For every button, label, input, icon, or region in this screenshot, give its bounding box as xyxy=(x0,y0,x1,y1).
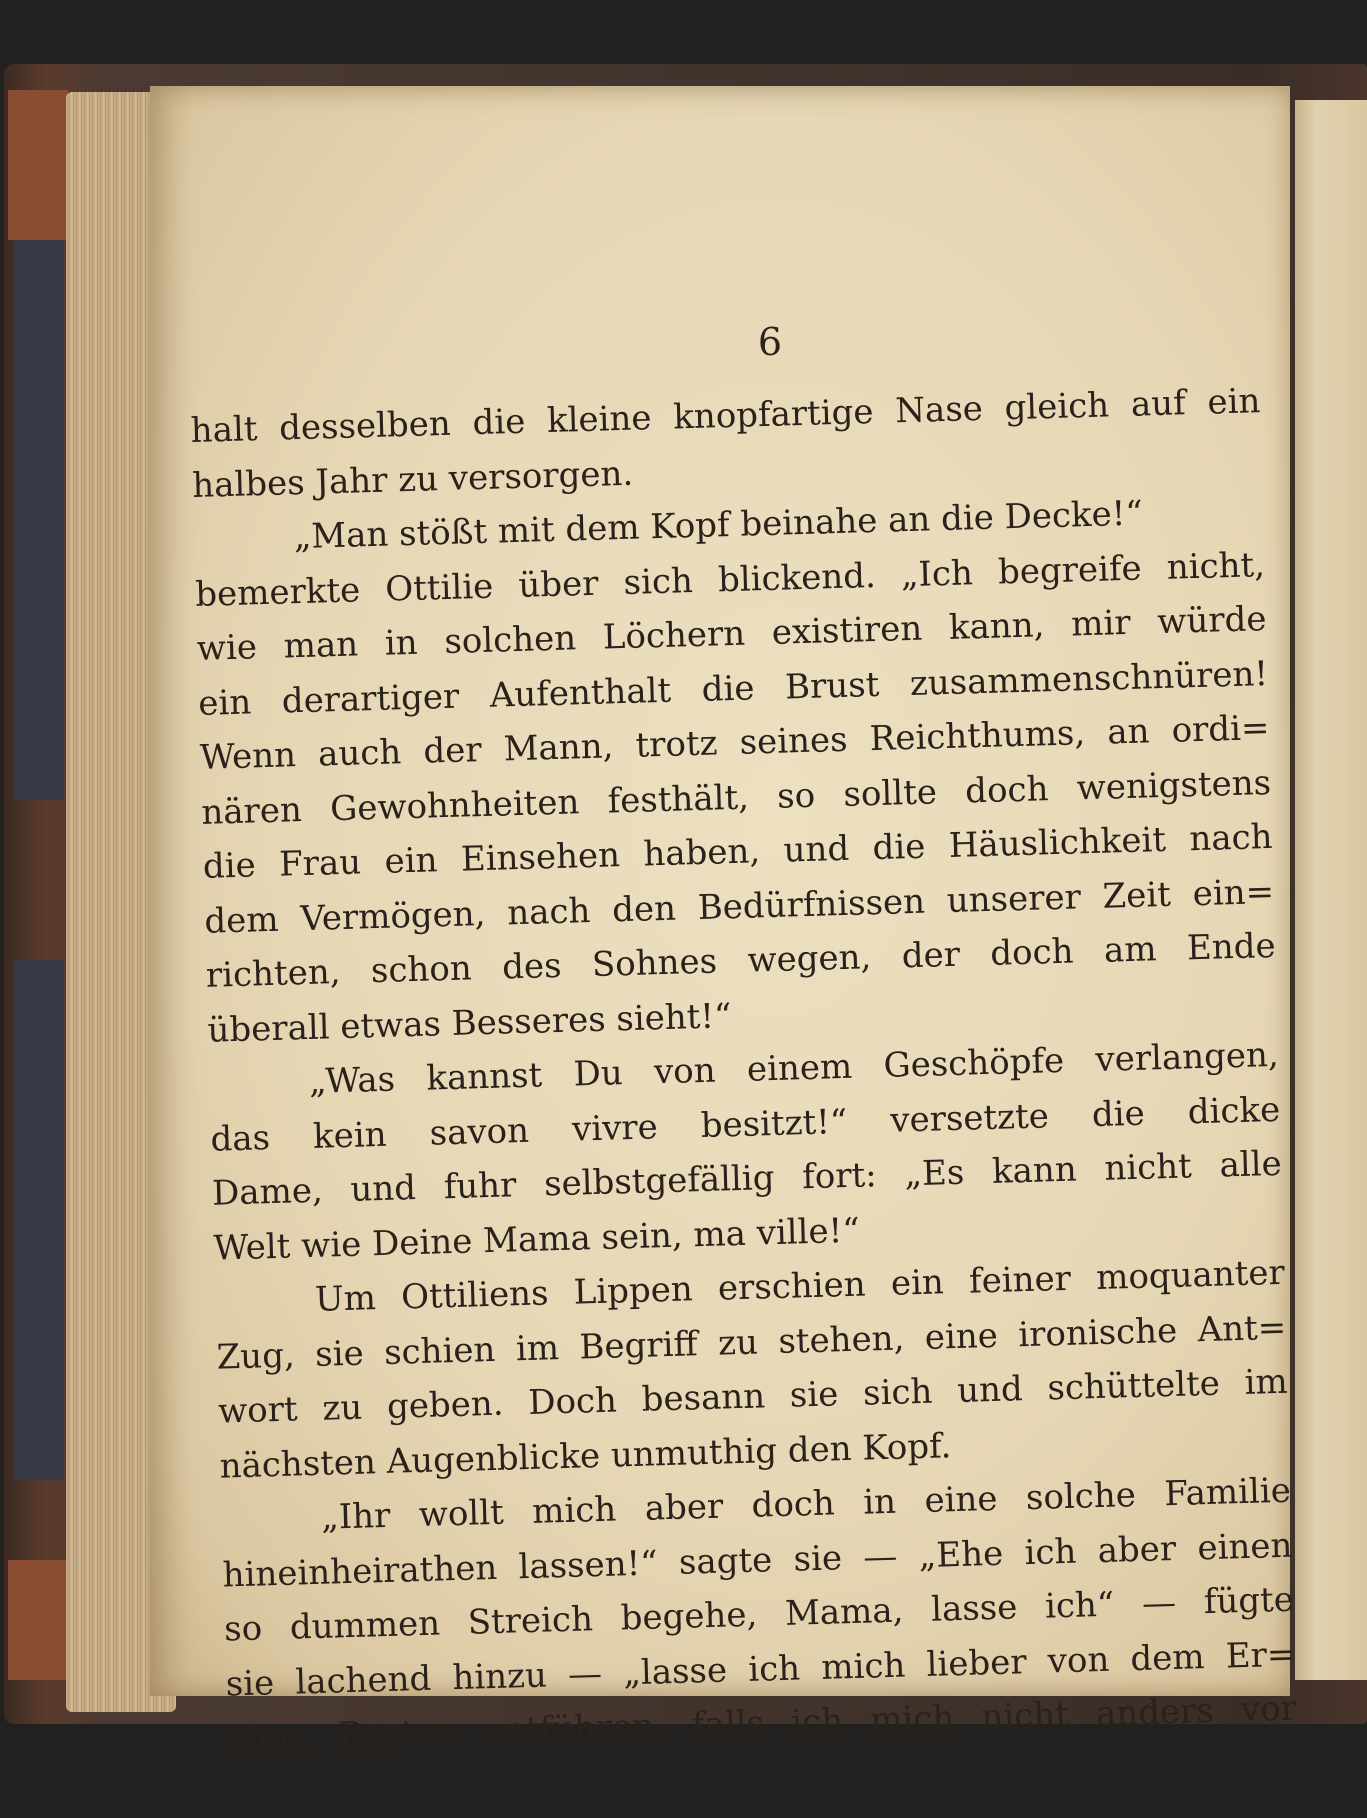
text-line: so dummen Streich begehe, Mama, lasse ich“ — fügte xyxy=(223,1579,1295,1650)
text-line: Welt wie Deine Mama sein, ma ville!“ xyxy=(213,1210,861,1269)
text-line: nächsten Augenblicke unmuthig den Kopf. xyxy=(219,1425,952,1487)
text-line: Zug, sie schien im Begriff zu stehen, eine ironische Ant= xyxy=(216,1307,1287,1378)
text-line: Dame, und fuhr selbstgefällig fort: „Es kann nicht alle xyxy=(211,1143,1283,1214)
text-line: dem Vermögen, nach den Bedürfnissen unserer Zeit ein= xyxy=(203,871,1275,942)
text-line: Um Ottiliens Lippen erschien ein feiner moquanter xyxy=(314,1252,1286,1320)
page-number: 6 xyxy=(757,320,783,364)
spine-leather-top xyxy=(8,90,68,240)
text-line: bemerkte Ottilie über sich blickend. „Ich begreife nicht, xyxy=(194,544,1266,615)
text-line: hineinheirathen lassen!“ sagte sie — „Ehe ich aber einen xyxy=(222,1525,1293,1596)
text-line: nären Gewohnheiten festhält, so sollte doch wenigstens xyxy=(200,762,1272,833)
text-line: „Ihr wollt mich aber doch in eine solche Familie xyxy=(320,1470,1292,1538)
text-line: „Was kannst Du von einem Geschöpfe verlangen, xyxy=(308,1034,1280,1102)
text-line: halt desselben die kleine knopfartige Nase gleich auf ein xyxy=(190,381,1261,451)
text-line: Wenn auch der Mann, trotz seines Reichthums, an ordi= xyxy=(199,707,1271,778)
text-line: wie man in solchen Löchern existiren kann, mir würde xyxy=(196,599,1267,669)
text-line: sie lachend hinzu — „lasse ich mich lieber von dem Er= xyxy=(225,1634,1296,1704)
text-line: die Frau ein Einsehen haben, und die Häuslichkeit nach xyxy=(202,816,1274,887)
spine-band-lower xyxy=(14,960,64,1480)
spine-leather-bottom xyxy=(8,1560,68,1680)
text-line: ein derartiger Aufenthalt die Brust zusammenschnüren! xyxy=(197,653,1269,724)
text-line: wort zu geben. Doch besann sie sich und schüttelte im xyxy=(217,1361,1289,1432)
text-line: überall etwas Besseres sieht!“ xyxy=(206,995,732,1051)
text-line: sten, Besten entführen, falls ich mich nicht anders vor xyxy=(226,1688,1298,1759)
text-line: richten, schon des Sohnes wegen, der doch am Ende xyxy=(205,925,1277,996)
page-text xyxy=(190,374,1298,1766)
text-line: das kein savon vivre besitzt!“ versetzte die dicke xyxy=(209,1089,1281,1160)
text-line: „Man stößt mit dem Kopf beinahe an die Decke!“ xyxy=(293,493,1144,558)
text-line: halbes Jahr zu versorgen. xyxy=(191,453,634,506)
